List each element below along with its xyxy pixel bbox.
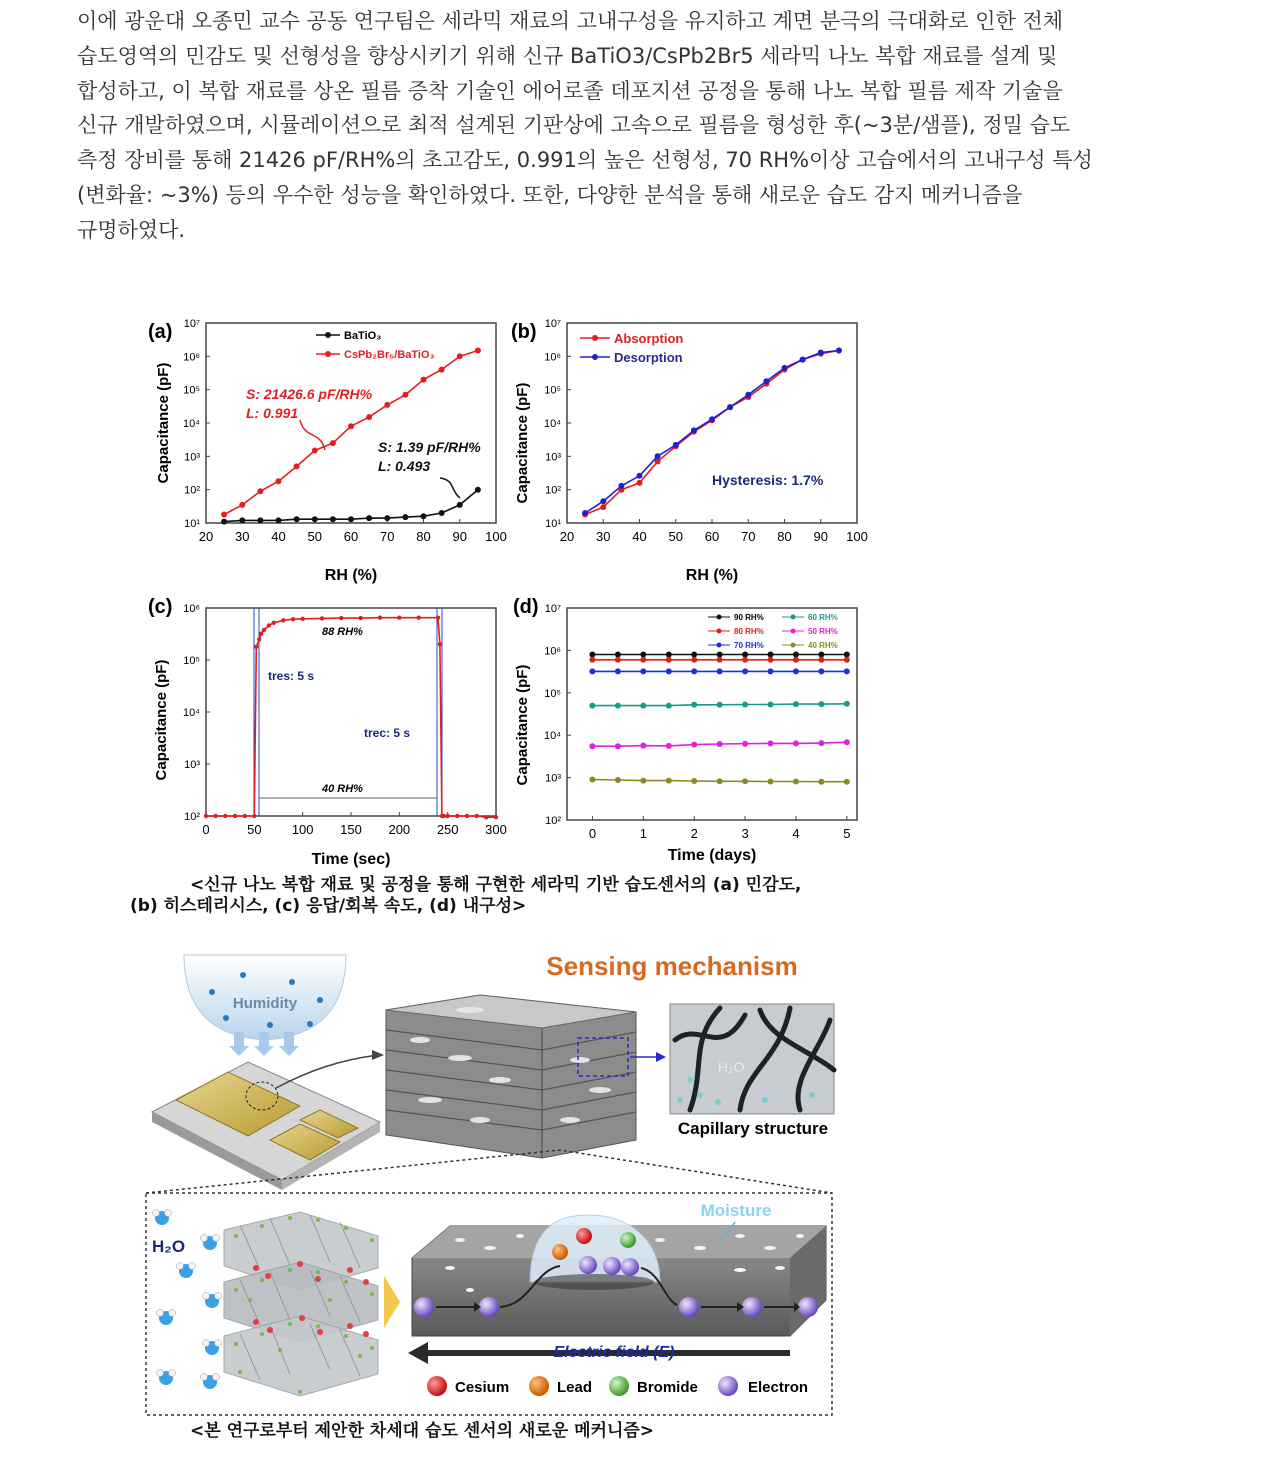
- x-tick-label: 1: [639, 826, 647, 841]
- y-axis-label: Capacitance (pF): [153, 659, 170, 781]
- panel-label: (b): [511, 321, 537, 343]
- legend-entry: 70 RH%: [734, 641, 764, 650]
- x-tick-label: 40: [632, 529, 647, 544]
- legend-entry: 90 RH%: [734, 613, 764, 622]
- porous-film-stack: [386, 995, 666, 1158]
- hysteresis-note: Hysteresis: 1.7%: [712, 472, 824, 488]
- x-tick-label: 200: [388, 822, 411, 837]
- electric-field-label: Electric field (E): [553, 1344, 675, 1361]
- legend-entry: Electron: [748, 1379, 809, 1396]
- y-tick-label: 10⁴: [183, 418, 200, 430]
- x-tick-label: 20: [198, 529, 214, 544]
- legend-entry: 40 RH%: [808, 641, 838, 650]
- x-tick-label: 100: [846, 529, 868, 544]
- y-tick-label: 10¹: [184, 518, 200, 530]
- humidity-label: Humidity: [232, 995, 298, 1012]
- x-tick-label: 40: [271, 529, 286, 544]
- x-tick-label: 3: [741, 826, 749, 841]
- article-line: 이에 광운대 오종민 교수 공동 연구팀은 세라믹 재료의 고내구성을 유지하고 계면 분극의 극대화로 인한 전체: [77, 9, 1064, 33]
- x-tick-label: 0: [588, 826, 597, 841]
- y-tick-label: 10⁷: [544, 318, 561, 330]
- annotation-sensitivity: S: 21426.6 pF/RH%: [246, 386, 373, 402]
- article-line: (변화율: ~3%) 등의 우수한 성능을 확인하였다. 또한, 다양한 분석을 통해 새로운 습도 감지 메커니즘을: [77, 182, 1023, 207]
- particle-legend: [427, 1376, 808, 1396]
- x-tick-label: 50: [307, 529, 322, 544]
- sensor-device: [152, 1050, 384, 1190]
- legend-marker: [427, 1376, 447, 1396]
- y-tick-label: 10³: [545, 451, 561, 464]
- x-axis-label: RH (%): [685, 567, 739, 584]
- annotation-sensitivity: S: 1.39 pF/RH%: [378, 439, 481, 455]
- x-axis-label: RH (%): [324, 567, 378, 584]
- y-tick-label: 10³: [184, 451, 200, 464]
- electron-particle: [621, 1258, 639, 1276]
- y-tick-label: 10⁶: [544, 645, 561, 658]
- panel-label: (d): [513, 596, 539, 618]
- y-axis-label: Capacitance (pF): [514, 664, 531, 786]
- transition-arrow: [384, 1276, 400, 1328]
- legend-marker: [718, 1376, 738, 1396]
- x-tick-label: 30: [235, 529, 250, 544]
- legend-entry: Absorption: [614, 331, 684, 346]
- y-tick-label: 10⁵: [183, 655, 200, 667]
- y-tick-label: 10⁶: [544, 351, 561, 364]
- y-tick-label: 10²: [184, 811, 200, 823]
- capillary-water-label: H₂O: [718, 1059, 745, 1075]
- x-tick-label: 80: [777, 529, 792, 544]
- water-label: H₂O: [152, 1237, 186, 1256]
- y-axis-label: Capacitance (pF): [514, 382, 531, 504]
- x-tick-label: 50: [247, 822, 262, 837]
- article-line: 습도영역의 민감도 및 선형성을 향상시키기 위해 신규 BaTiO3/CsPb2Br5 세라믹 나노 복합 재료를 설계 및: [77, 43, 1058, 68]
- y-tick-label: 10⁶: [183, 603, 200, 615]
- legend-entry: 50 RH%: [808, 627, 838, 636]
- y-tick-label: 10²: [545, 484, 561, 497]
- annotation-linearity: L: 0.493: [378, 458, 431, 474]
- article-line: 규명하였다.: [77, 217, 186, 242]
- x-tick-label: 60: [704, 529, 720, 544]
- legend-entry: Desorption: [614, 350, 683, 365]
- article-line: 합성하고, 이 복합 재료를 상온 필름 증착 기술인 에어로졸 데포지션 공정을 통해 나노 복합 필름 제작 기술을: [77, 78, 1063, 103]
- x-tick-label: 90: [813, 529, 828, 544]
- y-tick-label: 10⁵: [544, 687, 561, 700]
- article-line: 측정 장비를 통해 21426 pF/RH%의 초고감도, 0.991의 높은 선형성, 70 RH%이상 고습에서의 고내구성 특성: [77, 148, 1093, 173]
- y-tick-label: 10³: [184, 759, 200, 771]
- x-axis-label: Time (days): [667, 847, 757, 864]
- legend-entry: Cesium: [455, 1379, 510, 1396]
- electron-particle: [603, 1257, 621, 1275]
- x-tick-label: 80: [416, 529, 431, 544]
- crystal-lattice: [224, 1212, 378, 1396]
- figure2-caption: <본 연구로부터 제안한 차세대 습도 센서의 새로운 메커니즘>: [190, 1421, 655, 1441]
- figure1-caption-line1: <신규 나노 복합 재료 및 공정을 통해 구현한 세라믹 기반 습도센서의 (a) 민감도,: [190, 875, 802, 895]
- legend-entry: Bromide: [637, 1379, 698, 1396]
- x-tick-label: 300: [485, 822, 507, 837]
- y-tick-label: 10³: [545, 772, 561, 785]
- y-axis-label: Capacitance (pF): [155, 362, 172, 484]
- cesium-ion: [576, 1228, 592, 1244]
- y-tick-label: 10⁷: [544, 603, 561, 615]
- low-humidity-label: 40 RH%: [322, 783, 363, 795]
- x-tick-label: 20: [559, 529, 575, 544]
- humidity-arrows: [229, 1032, 299, 1056]
- recovery-time-label: trec: 5 s: [364, 726, 411, 740]
- legend-marker: [529, 1376, 549, 1396]
- legend-entry: BaTiO₃: [344, 330, 382, 342]
- y-tick-label: 10⁴: [544, 730, 561, 743]
- legend-entry: 80 RH%: [734, 627, 764, 636]
- y-tick-label: 10¹: [545, 518, 561, 530]
- x-tick-label: 5: [843, 826, 851, 841]
- legend-entry: CsPb₂Br₅/BaTiO₃: [344, 349, 435, 361]
- x-tick-label: 70: [741, 529, 756, 544]
- x-tick-label: 100: [485, 529, 507, 544]
- x-tick-label: 4: [792, 826, 800, 841]
- response-time-label: tres: 5 s: [268, 669, 315, 683]
- x-tick-label: 90: [452, 529, 467, 544]
- panel-label: (c): [148, 596, 173, 618]
- legend-entry: Lead: [557, 1379, 593, 1396]
- y-tick-label: 10⁴: [544, 418, 561, 430]
- x-tick-label: 250: [436, 822, 459, 837]
- figure1-caption-line2: (b) 히스테리시스, (c) 응답/회복 속도, (d) 내구성>: [130, 896, 527, 916]
- x-tick-label: 150: [340, 822, 362, 837]
- legend-marker: [609, 1376, 629, 1396]
- x-tick-label: 60: [343, 529, 359, 544]
- x-axis-label: Time (sec): [311, 851, 391, 868]
- mechanism-title: Sensing mechanism: [546, 951, 798, 981]
- y-tick-label: 10⁵: [544, 384, 561, 397]
- x-tick-label: 100: [291, 822, 314, 837]
- annotation-linearity: L: 0.991: [246, 405, 299, 421]
- lead-ion: [552, 1244, 568, 1260]
- x-tick-label: 2: [690, 826, 698, 841]
- moisture-label: Moisture: [700, 1201, 772, 1220]
- y-tick-label: 10⁵: [183, 384, 200, 397]
- y-tick-label: 10²: [545, 815, 561, 827]
- x-tick-label: 0: [202, 822, 210, 837]
- capillary-structure-label: Capillary structure: [677, 1119, 829, 1138]
- capillary-inset: [670, 1004, 834, 1114]
- legend-entry: 60 RH%: [808, 613, 838, 622]
- y-tick-label: 10⁶: [183, 351, 200, 364]
- y-tick-label: 10⁴: [183, 707, 200, 719]
- high-humidity-label: 88 RH%: [322, 626, 363, 638]
- x-tick-label: 70: [380, 529, 395, 544]
- x-tick-label: 30: [596, 529, 611, 544]
- x-tick-label: 50: [668, 529, 683, 544]
- panel-label: (a): [148, 321, 173, 343]
- article-line: 신규 개발하였으며, 시뮬레이션으로 최적 설계된 기판상에 고속으로 필름을 형성한 후(~3분/샘플), 정밀 습도: [77, 113, 1071, 138]
- bromide-ion: [620, 1232, 636, 1248]
- y-tick-label: 10⁷: [183, 318, 200, 330]
- y-tick-label: 10²: [184, 484, 200, 497]
- electron-particle: [579, 1256, 597, 1274]
